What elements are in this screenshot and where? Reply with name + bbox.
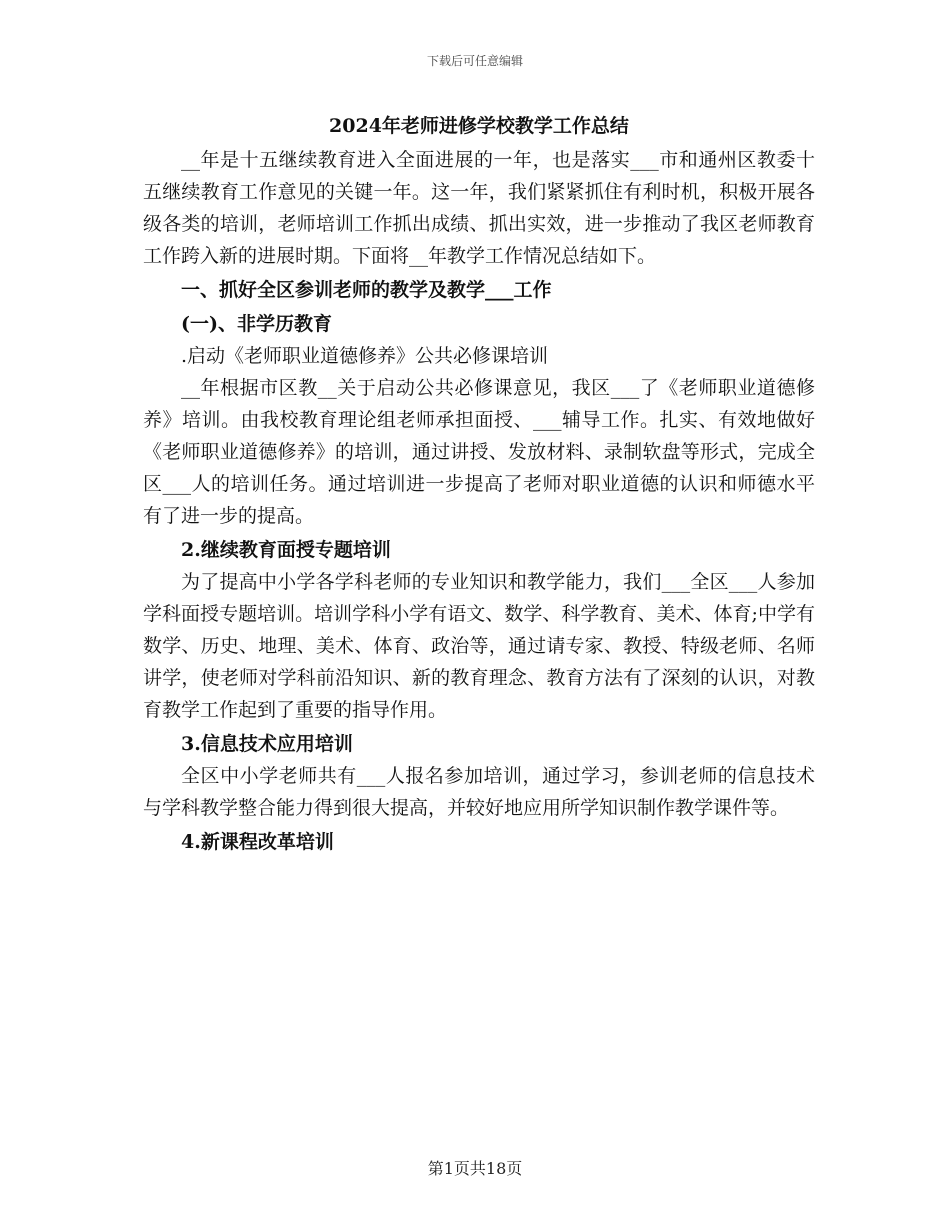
paragraph-intro: __年是十五继续教育进入全面进展的一年，也是落实___市和通州区教委十五继续教育工作意见的关键一年。这一年，我们紧紧抓住有利时机，积极开展各级各类的培训，老师培训工作抓出成绩、抓出实效，进一步推动了我区老师教育工作跨入新的进展时期。下面将__年教学工作情况总结如下。 (143, 149, 815, 267)
paragraph-it-training: 全区中小学老师共有___人报名参加培训，通过学习，参训老师的信息技术与学科教学整合能力得到很大提高，并较好地应用所学知识制作教学课件等。 (143, 765, 815, 819)
item-heading-1: .启动《老师职业道德修养》公共必修课培训 (181, 345, 549, 367)
document-title: 2024年老师进修学校教学工作总结 (329, 115, 629, 137)
subsection-heading-1: (一)、非学历教育 (181, 313, 332, 335)
paragraph-ethics-training: __年根据市区教__关于启动公共必修课意见，我区___了《老师职业道德修养》培训。由我校教育理论组老师承担面授、___辅导工作。扎实、有效地做好《老师职业道德修养》的培训，通过讲授、发放材料、录制软盘等形式，完成全区___人的培训任务。通过培训进一步提高了老师对职业道德的认识和师德水平有了进一步的提高。 (143, 377, 815, 527)
item-heading-4: 4.新课程改革培训 (181, 831, 334, 853)
page-header: 下载后可任意编辑 (426, 54, 523, 68)
item-heading-3: 3.信息技术应用培训 (181, 733, 353, 755)
paragraph-subject-training: 为了提高中小学各学科老师的专业知识和教学能力，我们___全区___人参加学科面授专题培训。培训学科小学有语文、数学、科学教育、美术、体育;中学有数学、历史、地理、美术、体育、政治等，通过请专家、教授、特级老师、名师讲学，使老师对学科前沿知识、新的教育理念、教育方法有了深刻的认识，对教育教学工作起到了重要的指导作用。 (143, 571, 815, 721)
page-footer: 第1页共18页 (427, 1159, 523, 1178)
section-heading-1: 一、抓好全区参训老师的教学及教学___工作 (181, 279, 552, 301)
document-body (143, 110, 815, 858)
item-heading-2: 2.继续教育面授专题培训 (181, 539, 391, 561)
